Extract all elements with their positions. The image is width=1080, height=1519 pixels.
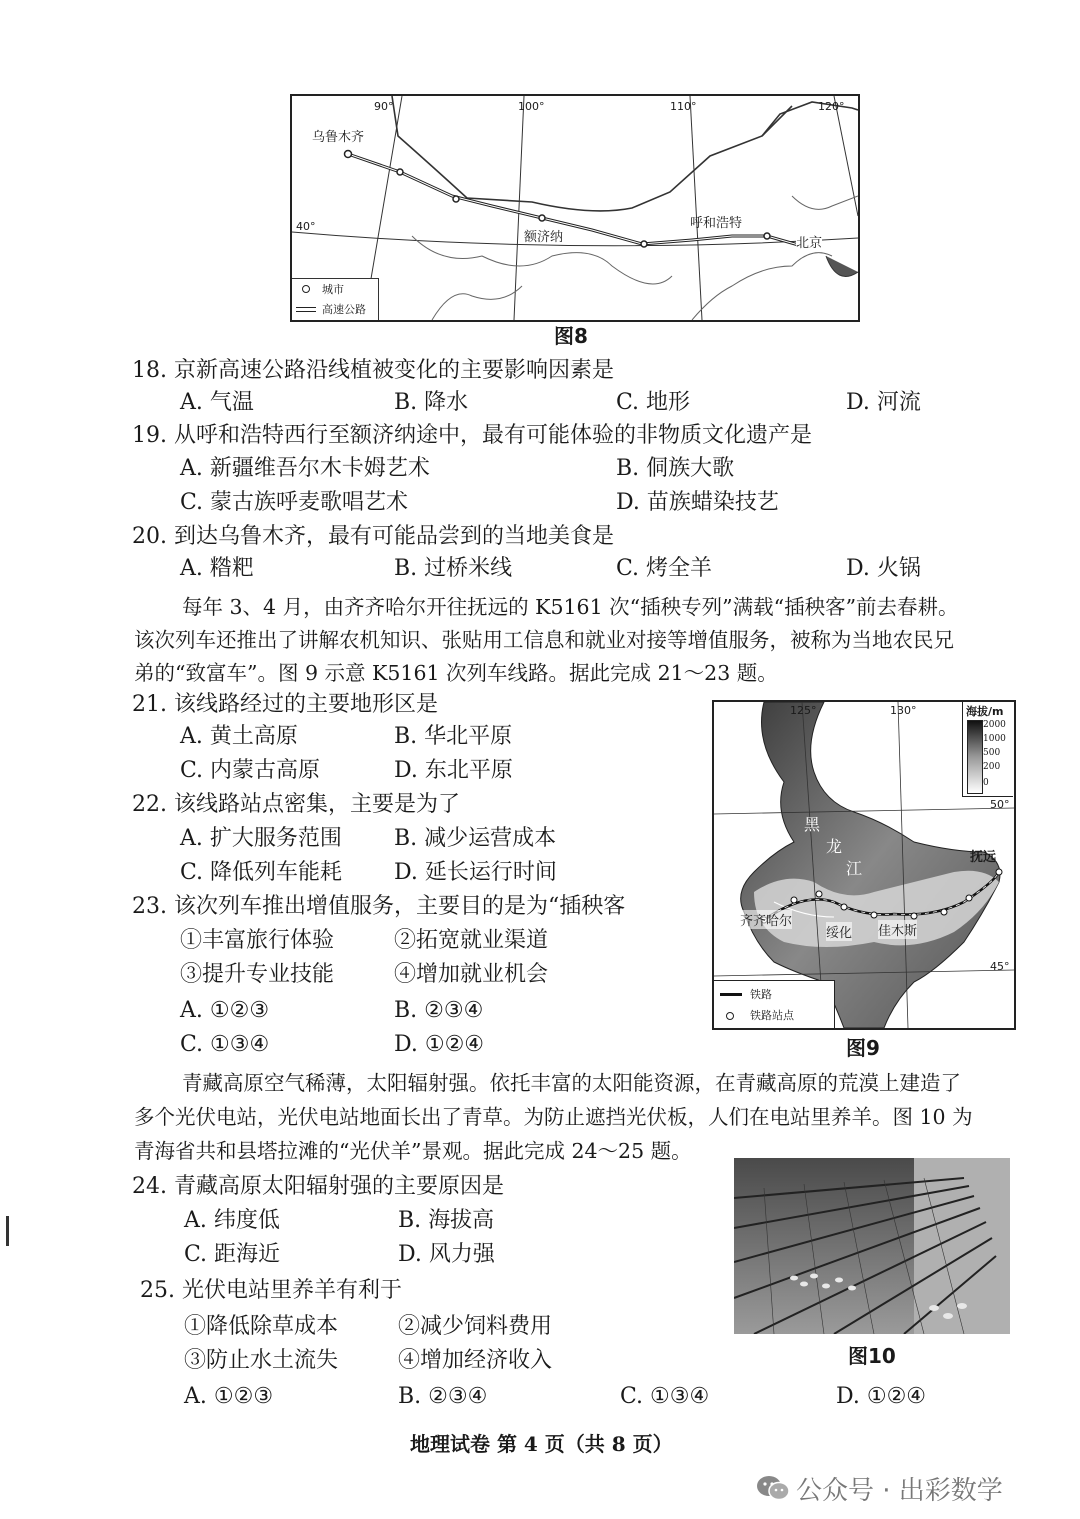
city-label-ejina: 额济纳 — [524, 230, 564, 245]
station-marker — [841, 904, 847, 910]
city-marker — [397, 169, 403, 175]
figure-8-map — [290, 94, 860, 322]
q25-item-1: ①降低除草成本 — [184, 1314, 339, 1339]
elevation-legend — [962, 702, 1013, 797]
passage1-line3: 弟的“致富车”。图 9 示意 K5161 次列车线路。据此完成 21～23 题。 — [134, 661, 778, 685]
legend-highway-icon — [296, 307, 316, 312]
q18-option-b[interactable]: B. 降水 — [394, 390, 469, 415]
lon-label-110: 110° — [670, 100, 697, 113]
q23-option-d[interactable]: D. ①②④ — [394, 1032, 485, 1057]
city-label-urumqi: 乌鲁木齐 — [312, 130, 365, 145]
legend-highway-label: 高速公路 — [322, 303, 366, 316]
figure-10-photo — [734, 1158, 1010, 1334]
place-fuyuan: 抚远 — [970, 850, 997, 865]
city-label-hohhot: 呼和浩特 — [690, 216, 743, 231]
elev-tick-2000: 2000 — [983, 720, 1006, 730]
legend-railway-icon — [720, 993, 742, 996]
city-marker — [641, 241, 647, 247]
q22-option-b[interactable]: B. 减少运营成本 — [394, 826, 557, 851]
q20-option-a[interactable]: A. 糌粑 — [180, 556, 254, 581]
q25-option-d[interactable]: D. ①②④ — [836, 1384, 927, 1409]
q20-stem: 20. 到达乌鲁木齐，最有可能品尝到的当地美食是 — [132, 524, 614, 549]
fig9-legend — [714, 980, 835, 1029]
elev-tick-500: 500 — [983, 748, 1001, 758]
fig9-lat-50: 50° — [990, 798, 1010, 811]
q20-option-d[interactable]: D. 火锅 — [846, 556, 921, 581]
q23-item-2: ②拓宽就业渠道 — [394, 928, 549, 953]
q25-option-b[interactable]: B. ②③④ — [398, 1384, 488, 1409]
station-marker — [816, 891, 822, 897]
q21-option-d[interactable]: D. 东北平原 — [394, 758, 513, 783]
figure-9-caption: 图9 — [846, 1036, 880, 1060]
lon-label-120: 120° — [818, 100, 845, 113]
q23-item-4: ④增加就业机会 — [394, 962, 549, 987]
figure-8-caption: 图8 — [554, 324, 588, 348]
province-char-hei: 黑 — [804, 815, 821, 834]
fig9-lat-45: 45° — [990, 960, 1010, 973]
q22-option-d[interactable]: D. 延长运行时间 — [394, 860, 557, 885]
watermark: 公众号 · 出彩数学 — [796, 1476, 1003, 1506]
q19-option-c[interactable]: C. 蒙古族呼麦歌唱艺术 — [180, 490, 409, 515]
city-marker-hohhot — [764, 233, 770, 239]
city-marker-urumqi — [345, 151, 352, 158]
legend-city-icon — [302, 285, 310, 293]
q25-option-c[interactable]: C. ①③④ — [620, 1384, 710, 1409]
q18-stem: 18. 京新高速公路沿线植被变化的主要影响因素是 — [132, 358, 614, 383]
passage2-line1: 青藏高原空气稀薄，太阳辐射强。依托丰富的太阳能资源，在青藏高原的荒漠上建造了 — [182, 1071, 961, 1095]
figure-10-caption: 图10 — [848, 1344, 896, 1368]
elev-tick-200: 200 — [983, 762, 1001, 772]
station-marker — [966, 895, 972, 901]
q24-option-a[interactable]: A. 纬度低 — [184, 1208, 280, 1233]
station-marker — [941, 909, 947, 915]
place-qiqihar: 齐齐哈尔 — [740, 910, 792, 929]
q23-option-a[interactable]: A. ①②③ — [180, 998, 270, 1023]
passage1-line2: 该次列车还推出了讲解农机知识、张贴用工信息和就业对接等增值服务，被称为当地农民兄 — [134, 628, 954, 652]
city-label-beijing: 北京 — [796, 232, 822, 251]
legend-railway-label: 铁路 — [750, 988, 772, 1001]
q21-option-b[interactable]: B. 华北平原 — [394, 724, 513, 749]
solar-panel-photo — [734, 1158, 1010, 1334]
passage2-line3: 青海省共和县塔拉滩的“光伏羊”景观。据此完成 24～25 题。 — [134, 1139, 692, 1163]
q21-option-c[interactable]: C. 内蒙古高原 — [180, 758, 321, 783]
q21-stem: 21. 该线路经过的主要地形区是 — [132, 692, 438, 717]
q21-option-a[interactable]: A. 黄土高原 — [180, 724, 298, 749]
q25-option-a[interactable]: A. ①②③ — [184, 1384, 274, 1409]
province-char-long: 龙 — [826, 837, 843, 856]
q23-item-1: ①丰富旅行体验 — [180, 928, 335, 953]
fig9-lon-125: 125° — [790, 704, 817, 717]
q25-stem: 25. 光伏电站里养羊有利于 — [140, 1278, 402, 1303]
lon-label-90: 90° — [374, 100, 394, 113]
q24-option-d[interactable]: D. 风力强 — [398, 1242, 495, 1267]
lon-label-100: 100° — [518, 100, 545, 113]
legend-city-label: 城市 — [322, 283, 344, 296]
q25-item-4: ④增加经济收入 — [398, 1348, 553, 1373]
q20-option-b[interactable]: B. 过桥米线 — [394, 556, 513, 581]
station-marker — [871, 912, 877, 918]
city-marker — [453, 196, 459, 202]
q22-option-c[interactable]: C. 降低列车能耗 — [180, 860, 343, 885]
q20-option-c[interactable]: C. 烤全羊 — [616, 556, 713, 581]
figure-9-map — [712, 700, 1016, 1030]
q19-option-a[interactable]: A. 新疆维吾尔木卡姆艺术 — [180, 456, 430, 481]
q19-option-d[interactable]: D. 苗族蜡染技艺 — [616, 490, 779, 515]
passage1-line1: 每年 3、4 月，由齐齐哈尔开往抚远的 K5161 次“插秧专列”满载“插秧客”前去春耕。 — [182, 595, 959, 619]
q22-stem: 22. 该线路站点密集，主要是为了 — [132, 792, 460, 817]
q25-item-2: ②减少饲料费用 — [398, 1314, 553, 1339]
passage2-line2: 多个光伏电站，光伏电站地面长出了青草。为防止遮挡光伏板，人们在电站里养羊。图 10 为 — [134, 1105, 973, 1129]
legend-station-label: 铁路站点 — [750, 1009, 794, 1022]
lat-label-40: 40° — [296, 220, 316, 233]
station-marker — [791, 897, 797, 903]
q25-item-3: ③防止水土流失 — [184, 1348, 339, 1373]
fig9-lon-130: 130° — [890, 704, 917, 717]
place-jiamusi: 佳木斯 — [878, 920, 917, 939]
station-marker-fuyuan — [996, 869, 1002, 875]
q24-option-b[interactable]: B. 海拔高 — [398, 1208, 495, 1233]
elevation-colorbar — [967, 720, 983, 794]
legend-station-icon — [726, 1012, 734, 1020]
elev-tick-0: 0 — [983, 778, 989, 788]
q18-option-d[interactable]: D. 河流 — [846, 390, 921, 415]
margin-mark — [6, 1216, 9, 1246]
q19-stem: 19. 从呼和浩特西行至额济纳途中，最有可能体验的非物质文化遗产是 — [132, 423, 812, 448]
q24-option-c[interactable]: C. 距海近 — [184, 1242, 281, 1267]
wechat-icon — [756, 1474, 790, 1502]
station-marker — [911, 913, 917, 919]
page-footer: 地理试卷 第 4 页（共 8 页） — [410, 1432, 673, 1456]
elevation-legend-title: 海拔/m — [966, 705, 1004, 718]
q23-stem: 23. 该次列车推出增值服务，主要目的是为“插秧客 — [132, 894, 626, 919]
place-suihua: 绥化 — [826, 922, 852, 941]
q18-option-c[interactable]: C. 地形 — [616, 390, 691, 415]
province-char-jiang: 江 — [846, 859, 863, 878]
q24-stem: 24. 青藏高原太阳辐射强的主要原因是 — [132, 1174, 504, 1199]
fig8-legend — [292, 278, 379, 321]
q22-option-a[interactable]: A. 扩大服务范围 — [180, 826, 342, 851]
q18-option-a[interactable]: A. 气温 — [180, 390, 254, 415]
q23-item-3: ③提升专业技能 — [180, 962, 335, 987]
q19-option-b[interactable]: B. 侗族大歌 — [616, 456, 735, 481]
elev-tick-1000: 1000 — [983, 734, 1006, 744]
city-marker-ejina — [539, 215, 545, 221]
q23-option-b[interactable]: B. ②③④ — [394, 998, 484, 1023]
q23-option-c[interactable]: C. ①③④ — [180, 1032, 270, 1057]
